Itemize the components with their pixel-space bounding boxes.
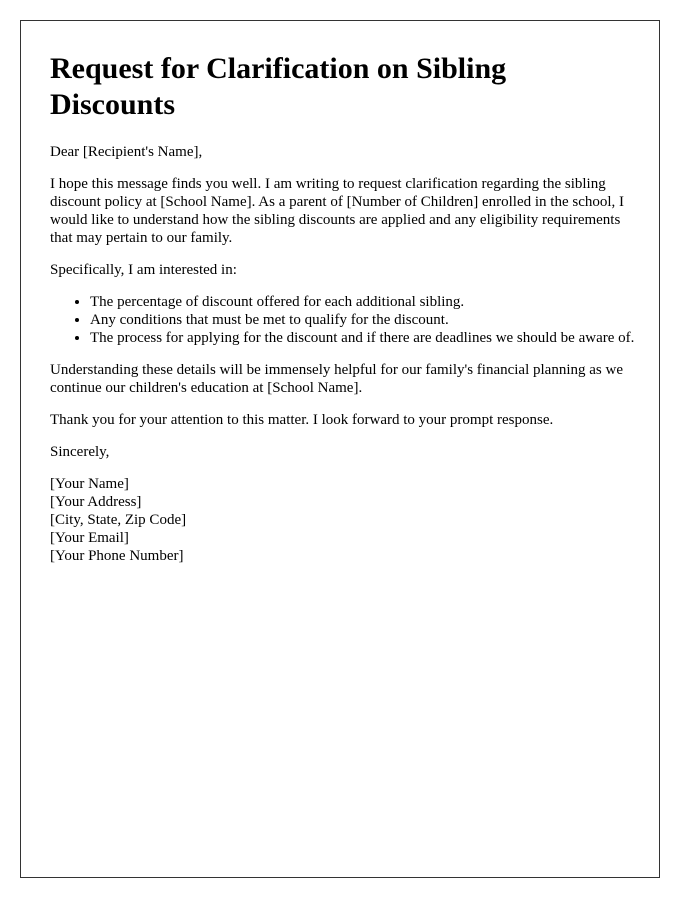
- signature-name: [Your Name]: [50, 476, 129, 492]
- salutation: Dear [Recipient's Name],: [50, 144, 203, 160]
- thanks-paragraph: Thank you for your attention to this matter. I look forward to your prompt response.: [50, 412, 554, 428]
- understanding-paragraph: Understanding these details will be immensely helpful for our family's financial planning as we continue our children's education at [School Name].: [50, 362, 623, 396]
- letter-title: Request for Clarification on Sibling Discounts: [50, 52, 507, 121]
- signature-block: [50, 475, 635, 565]
- interest-list: [50, 293, 635, 347]
- signature-city: [City, State, Zip Code]: [50, 512, 187, 528]
- signature-address: [Your Address]: [50, 494, 142, 510]
- interest-item-conditions: • Any conditions that must be met to qualify for the discount.: [90, 311, 635, 329]
- closing: Sincerely,: [50, 444, 110, 460]
- interest-lead: Specifically, I am interested in:: [50, 262, 237, 278]
- letter-content: [50, 51, 635, 565]
- letter-page: [20, 20, 660, 878]
- signature-email: [Your Email]: [50, 530, 129, 546]
- signature-phone: [Your Phone Number]: [50, 548, 184, 564]
- interest-item-process: • The process for applying for the discount and if there are deadlines we should be aware of.: [90, 329, 635, 347]
- interest-item-percentage: • The percentage of discount offered for each additional sibling.: [90, 293, 635, 311]
- intro-paragraph: I hope this message finds you well. I am writing to request clarification regarding the sibling discount policy at [School Name]. As a parent of [Number of Children] enrolled in the school, I would like to understand how the sibling discounts are applied and any eligibility requirements that may pertain to our family.: [50, 176, 625, 246]
